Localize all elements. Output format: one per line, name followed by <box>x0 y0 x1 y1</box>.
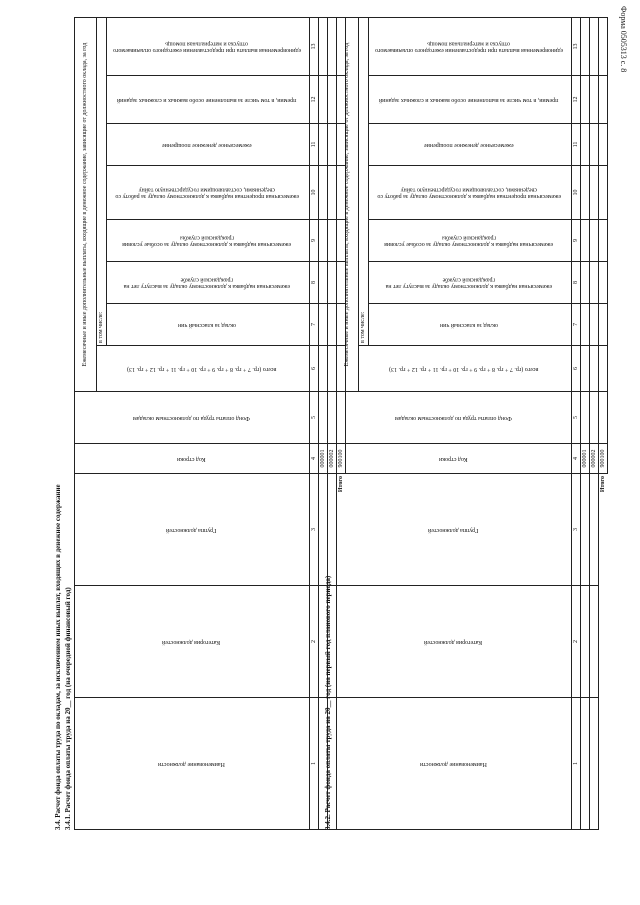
table-cell <box>581 220 590 262</box>
column-number: 11 <box>572 124 581 166</box>
column-number: 11 <box>310 124 319 166</box>
table-cell <box>599 698 608 830</box>
table-2-title: 3.4.2. Расчет фонда оплаты труда на 20__ год (на первый год планового периода) <box>324 575 332 830</box>
table-cell <box>581 76 590 124</box>
column-number: 8 <box>572 262 581 304</box>
col-9-header: ежемесячная надбавка к должностному окладу за особые условия гражданской службы <box>369 220 572 262</box>
table-cell <box>581 698 590 830</box>
col-12-header: премии, в том числе за выполнение особо важных и сложных заданий <box>369 76 572 124</box>
col-code-header: Код строки <box>75 444 310 474</box>
table-cell <box>581 392 590 444</box>
column-number: 10 <box>310 166 319 220</box>
table-cell <box>581 346 590 392</box>
column-number: 1 <box>572 698 581 830</box>
table-cell <box>590 220 599 262</box>
column-number: 4 <box>572 444 581 474</box>
column-number: 13 <box>572 18 581 76</box>
table-cell <box>599 76 608 124</box>
table-cell <box>599 304 608 346</box>
col-category-header: Категория должностей <box>337 586 572 698</box>
total-row <box>599 18 608 830</box>
col-group-header: Группа должностей <box>75 474 310 586</box>
table-cell <box>590 392 599 444</box>
table-row <box>581 18 590 830</box>
table-cell <box>581 304 590 346</box>
col-12-header: премии, в том числе за выполнение особо важных и сложных заданий <box>107 76 310 124</box>
col-code-header: Код строки <box>337 444 572 474</box>
total-code: 900100 <box>599 444 608 474</box>
table-cell <box>581 18 590 76</box>
total-label: Итого <box>338 476 345 493</box>
column-number: 3 <box>572 474 581 586</box>
table-cell <box>581 166 590 220</box>
column-number: 9 <box>310 220 319 262</box>
col-10-header: ежемесячная процентная надбавка к должностному окладу за работу со сведениями, составляющими государственную тайну <box>107 166 310 220</box>
column-number: 6 <box>310 346 319 392</box>
column-number: 2 <box>572 586 581 698</box>
table-cell <box>319 220 328 262</box>
table-cell <box>599 392 608 444</box>
column-number: 13 <box>310 18 319 76</box>
table-2 <box>336 18 608 830</box>
col-13-header: единовременная выплата при предоставлении ежегодного оплачиваемого отпуска и материальная помощь <box>369 18 572 76</box>
table-cell <box>590 474 599 586</box>
table-cell <box>590 304 599 346</box>
column-number: 4 <box>310 444 319 474</box>
extra-payments-header: Ежемесячные и иные дополнительные выплаты, входящие в денежное содержание, зависящие от должностного оклада, за год <box>337 18 359 392</box>
table-cell <box>581 262 590 304</box>
col-11-header: ежемесячное денежное поощрение <box>107 124 310 166</box>
col-10-header: ежемесячная процентная надбавка к должностному окладу за работу со сведениями, составляющими государственную тайну <box>369 166 572 220</box>
table-cell <box>319 346 328 392</box>
col-13-header: единовременная выплата при предоставлении ежегодного оплачиваемого отпуска и материальная помощь <box>107 18 310 76</box>
col-11-header: ежемесячное денежное поощрение <box>369 124 572 166</box>
col-group-header: Группа должностей <box>337 474 572 586</box>
table-cell <box>581 124 590 166</box>
section-title: 3.4. Расчет фонда оплаты труда по окладам, за исключением иных выплат, входящих в денежное содержание <box>54 484 62 830</box>
column-number: 2 <box>310 586 319 698</box>
row-code: 000001 <box>581 444 590 474</box>
table-1-title: 3.4.1. Расчет фонда оплаты труда на 20__ год (на очередной финансовый год) <box>64 587 72 830</box>
column-number-row <box>310 18 319 830</box>
col-9-header: ежемесячная надбавка к должностному окладу за особые условия гражданской службы <box>107 220 310 262</box>
payroll-table <box>336 17 608 830</box>
col-fund-salary-header: Фонд оплаты труда по должностным окладам <box>337 392 572 444</box>
table-cell <box>319 124 328 166</box>
table-cell <box>581 474 590 586</box>
column-number: 7 <box>572 304 581 346</box>
row-code: 000002 <box>328 444 337 474</box>
col-8-header: ежемесячная надбавка к должностному окладу за выслугу лет на гражданской службе <box>369 262 572 304</box>
table-cell <box>319 262 328 304</box>
payroll-table <box>74 17 346 830</box>
column-number: 5 <box>310 392 319 444</box>
table-cell <box>590 346 599 392</box>
row-code: 000001 <box>319 444 328 474</box>
rotated-page <box>30 10 610 890</box>
in-that-header: в том числе: <box>97 18 107 346</box>
table-cell <box>599 220 608 262</box>
column-number: 9 <box>572 220 581 262</box>
table-cell <box>319 474 328 586</box>
column-number: 1 <box>310 698 319 830</box>
table-cell <box>319 18 328 76</box>
table-cell <box>599 18 608 76</box>
table-cell <box>599 346 608 392</box>
column-number: 12 <box>572 76 581 124</box>
column-number: 7 <box>310 304 319 346</box>
extra-payments-header: Ежемесячные и иные дополнительные выплаты, входящие в денежное содержание, зависящие от должностного оклада, за год <box>75 18 97 392</box>
table-cell <box>319 304 328 346</box>
table-cell <box>599 586 608 698</box>
column-number: 10 <box>572 166 581 220</box>
table-cell <box>590 76 599 124</box>
table-cell <box>319 392 328 444</box>
table-cell <box>599 262 608 304</box>
table-cell <box>599 166 608 220</box>
column-number: 12 <box>310 76 319 124</box>
table-cell <box>319 76 328 124</box>
total-code: 900100 <box>337 444 346 474</box>
total-label: Итого <box>600 476 607 493</box>
row-code: 000002 <box>590 444 599 474</box>
col-name-header: Наименование должности <box>75 698 310 830</box>
table-cell <box>319 166 328 220</box>
table-cell <box>590 698 599 830</box>
col-name-header: Наименование должности <box>337 698 572 830</box>
table-cell <box>599 124 608 166</box>
col-total-header: всего (гр. 7 + гр. 8 + гр. 9 + гр. 10 + гр. 11 + гр. 12 + гр. 13) <box>359 346 572 392</box>
column-number: 5 <box>572 392 581 444</box>
column-number: 6 <box>572 346 581 392</box>
table-cell <box>590 166 599 220</box>
table-cell <box>590 18 599 76</box>
col-8-header: ежемесячная надбавка к должностному окладу за выслугу лет на гражданской службе <box>107 262 310 304</box>
col-7-header: оклад за классный чин <box>107 304 310 346</box>
in-that-header: в том числе: <box>359 18 369 346</box>
table-cell <box>590 124 599 166</box>
col-category-header: Категория должностей <box>75 586 310 698</box>
column-number: 8 <box>310 262 319 304</box>
column-number-row <box>572 18 581 830</box>
table-cell <box>581 586 590 698</box>
col-fund-salary-header: Фонд оплаты труда по должностным окладам <box>75 392 310 444</box>
column-number: 3 <box>310 474 319 586</box>
form-code: Форма 0505313 с. 8 <box>619 6 628 73</box>
table-cell <box>590 262 599 304</box>
table-1 <box>74 18 346 830</box>
col-7-header: оклад за классный чин <box>369 304 572 346</box>
table-row <box>590 18 599 830</box>
table-cell <box>590 586 599 698</box>
col-total-header: всего (гр. 7 + гр. 8 + гр. 9 + гр. 10 + гр. 11 + гр. 12 + гр. 13) <box>97 346 310 392</box>
